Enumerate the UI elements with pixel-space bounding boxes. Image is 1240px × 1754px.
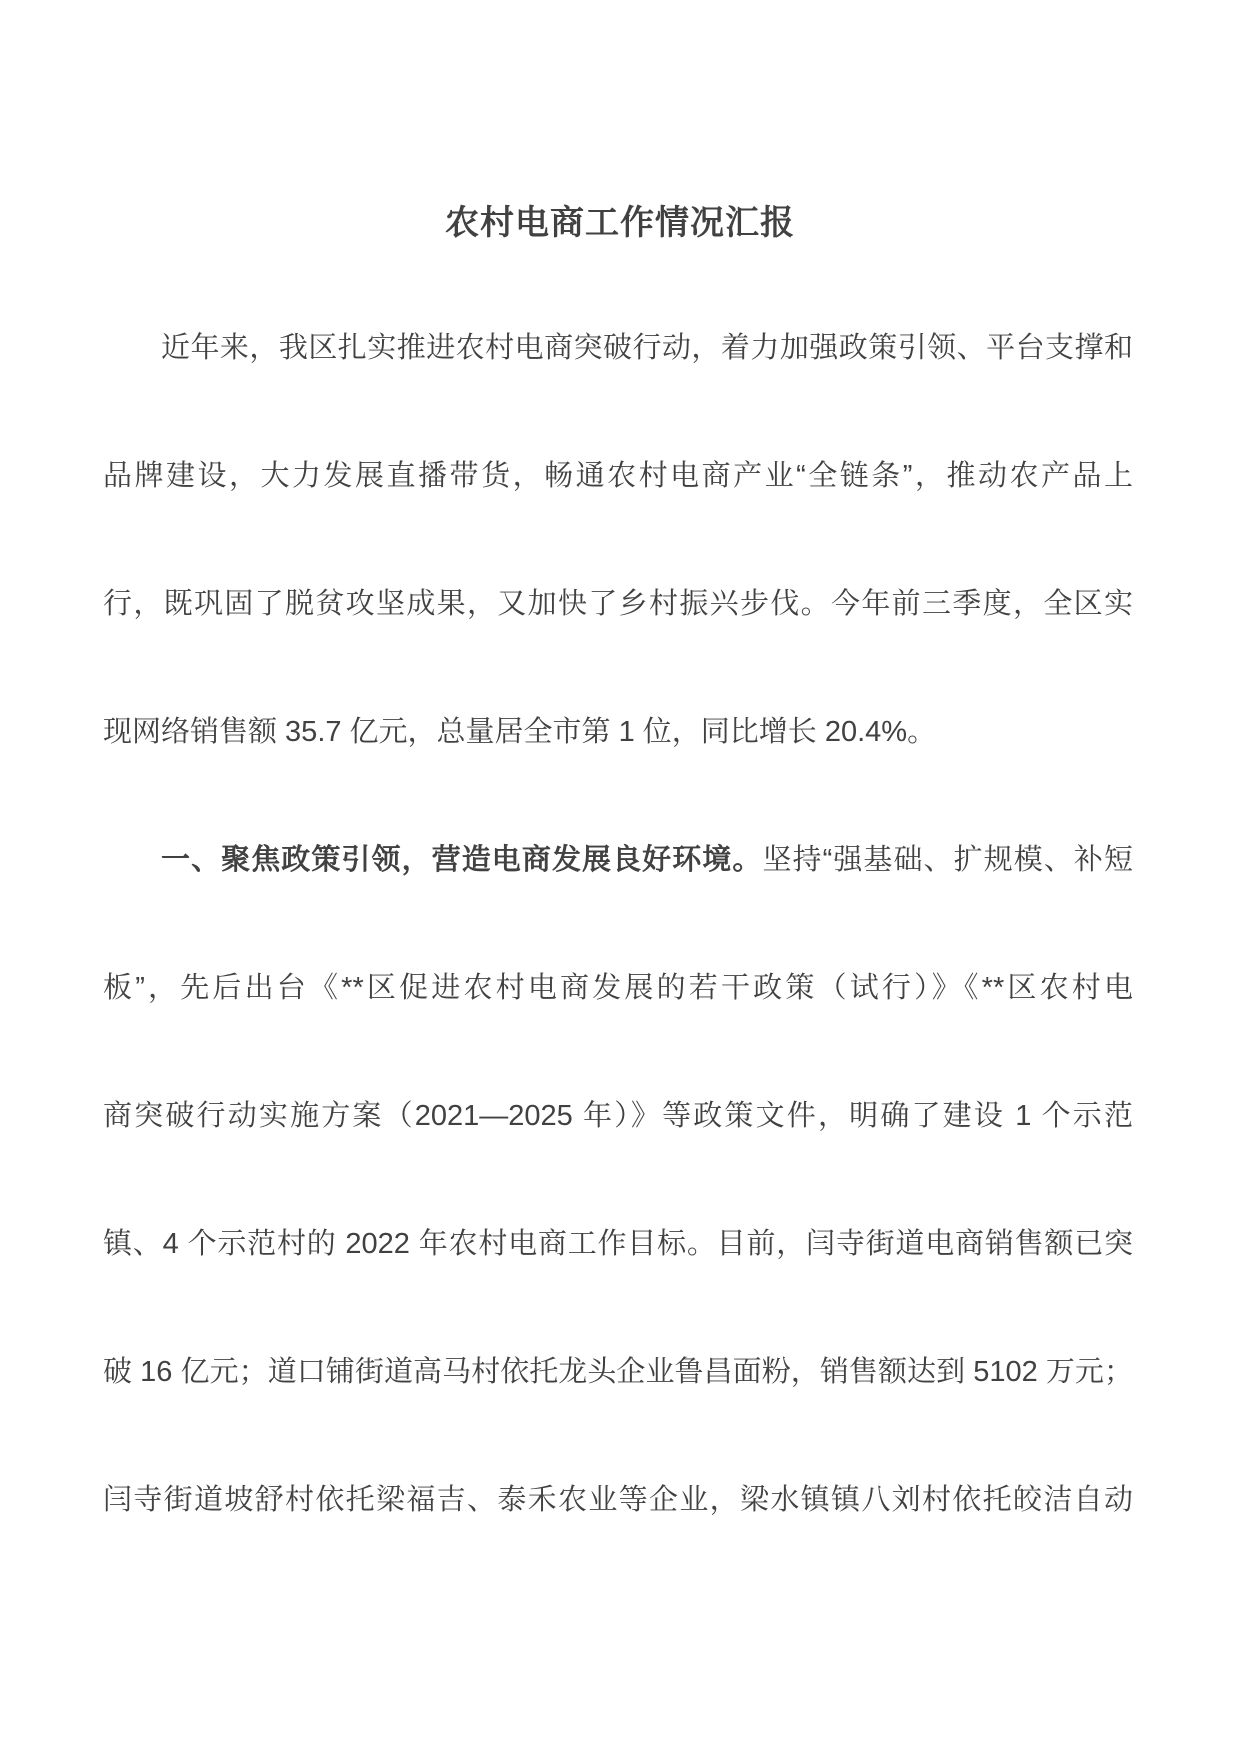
text-segment: 镇、4 个示范村的 2022 年农村电商工作目标。目前，闫寺街道电商销售额已突 — [103, 1228, 1133, 1260]
text-segment: 商突破行动实施方案（2021—2025 年）》等政策文件，明确了建设 1 个示范 — [103, 1100, 1133, 1132]
text-segment: 破 16 亿元；道口铺街道高马村依托龙头企业鲁昌面粉，销售额达到 5102 万元； — [103, 1356, 1133, 1388]
text-segment: 品牌建设，大力发展直播带货，畅通农村电商产业“全链条”，推动农产品上 — [103, 460, 1133, 492]
document-title: 农村电商工作情况汇报 — [445, 204, 795, 242]
text-line — [103, 1052, 1133, 1180]
text-segment: 现网络销售额 35.7 亿元，总量居全市第 1 位，同比增长 20.4%。 — [103, 716, 937, 748]
text-line — [103, 1436, 1133, 1564]
text-line — [103, 540, 1133, 668]
text-line — [103, 284, 1133, 412]
text-segment: 行，既巩固了脱贫攻坚成果，又加快了乡村振兴步伐。今年前三季度，全区实 — [103, 588, 1133, 620]
text-line — [103, 924, 1133, 1052]
text-segment: 坚持“强基础、扩规模、补短 — [762, 844, 1133, 876]
paragraph — [103, 796, 1133, 1564]
text-segment: 闫寺街道坡舒村依托梁福吉、泰禾农业等企业，梁水镇镇八刘村依托皎洁自动 — [103, 1484, 1133, 1516]
text-line — [103, 668, 1133, 796]
bold-text-segment: 一、聚焦政策引领，营造电商发展良好环境。 — [161, 844, 763, 876]
text-segment: 板”，先后出台《**区促进农村电商发展的若干政策（试行）》《**区农村电 — [103, 972, 1133, 1004]
text-line — [103, 1180, 1133, 1308]
text-segment: 近年来，我区扎实推进农村电商突破行动，着力加强政策引领、平台支撑和 — [161, 332, 1133, 364]
paragraph — [103, 284, 1133, 796]
text-line — [103, 1308, 1133, 1436]
document-body — [103, 284, 1133, 1564]
text-line — [103, 796, 1133, 924]
text-line — [103, 412, 1133, 540]
